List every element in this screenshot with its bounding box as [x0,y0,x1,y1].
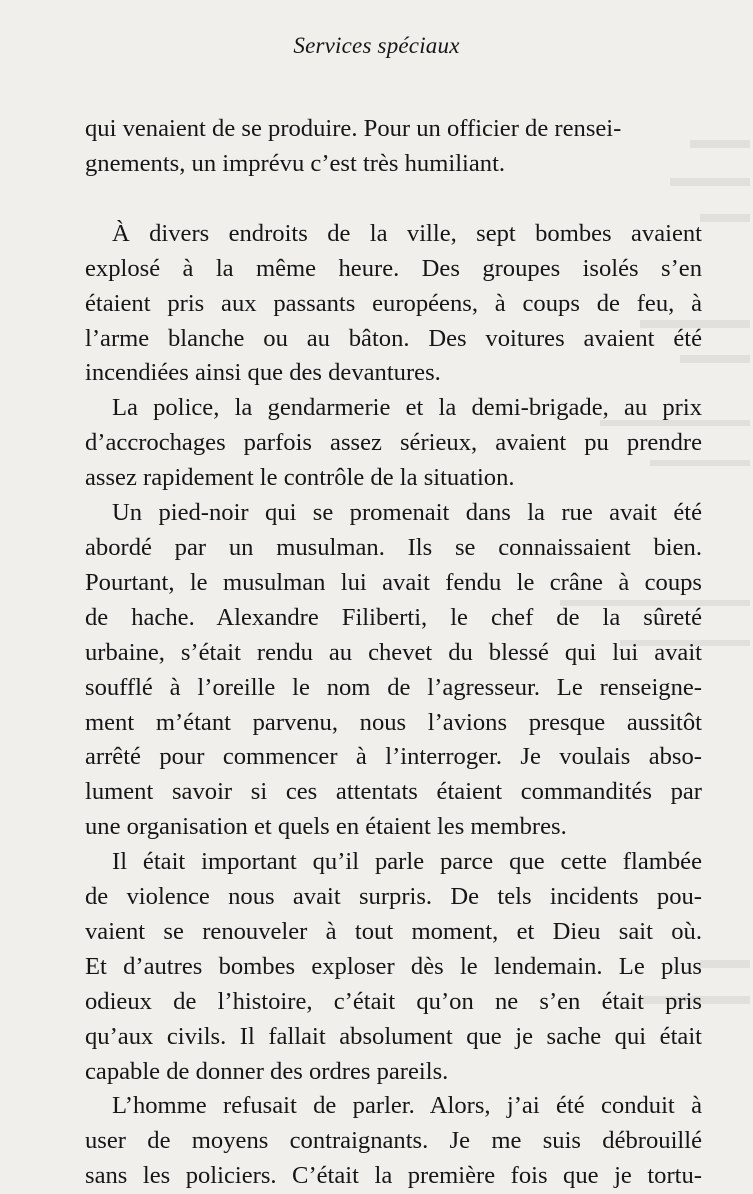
text-line: une organisation et quels en étaient les membres. [85,813,567,841]
text-line: La police, la gendarmerie et la demi-brigade, au prix [112,394,702,422]
paragraph [85,217,702,392]
paragraph [85,496,702,845]
text-line: capable de donner des ordres pareils. [85,1057,449,1085]
body-text [85,112,702,1194]
text-line: l’arme blanche ou au bâton. Des voitures avaient été [85,324,702,352]
text-line: qui venaient de se produire. Pour un officier de rensei- [85,115,622,142]
text-line: d’accrochages parfois assez sérieux, avaient pu prendre [85,429,702,457]
paragraph [85,845,702,1089]
paragraph [85,391,702,496]
text-line: gnements, un imprévu c’est très humiliant. [85,149,506,177]
text-line: L’homme refusait de parler. Alors, j’ai été conduit à [112,1092,702,1120]
text-line: arrêté pour commencer à l’interroger. Je voulais abso- [85,743,702,771]
text-line: de hache. Alexandre Filiberti, le chef de la sûreté [85,603,702,631]
text-line: lument savoir si ces attentats étaient commandités par [85,778,702,806]
text-line: À divers endroits de la ville, sept bombes avaient [112,219,702,247]
text-line: soufflé à l’oreille le nom de l’agresseur. Le renseigne- [85,673,702,701]
paragraph [85,112,702,182]
text-line: qu’aux civils. Il fallait absolument que je sache qui était [85,1022,702,1050]
text-line: Pourtant, le musulman lui avait fendu le crâne à coups [85,568,702,596]
paragraph [85,1089,702,1194]
text-line: sans les policiers. C’était la première fois que je tortu- [85,1162,702,1190]
text-line: vaient se renouveler à tout moment, et Dieu sait où. [85,917,702,945]
text-line: explosé à la même heure. Des groupes isolés s’en [85,254,702,282]
text-line: user de moyens contraignants. Je me suis débrouillé [85,1127,702,1155]
text-line: assez rapidement le contrôle de la situation. [85,464,515,492]
text-line: incendiées ainsi que des devantures. [85,359,441,387]
text-line: Un pied-noir qui se promenait dans la rue avait été [112,499,702,527]
running-head: Services spéciaux [293,33,460,58]
text-line: abordé par un musulman. Ils se connaissaient bien. [85,533,702,561]
text-line: ment m’étant parvenu, nous l’avions presque aussitôt [85,708,702,736]
text-line: Et d’autres bombes exploser dès le lendemain. Le plus [85,952,702,980]
text-line: urbaine, s’était rendu au chevet du blessé qui lui avait [85,638,702,666]
text-line: Il était important qu’il parle parce que cette flambée [112,848,702,876]
text-line: odieux de l’histoire, c’était qu’on ne s’en était pris [85,987,702,1015]
text-line: de violence nous avait surpris. De tels incidents pou- [85,883,702,911]
text-line: étaient pris aux passants européens, à coups de feu, à [85,289,702,317]
